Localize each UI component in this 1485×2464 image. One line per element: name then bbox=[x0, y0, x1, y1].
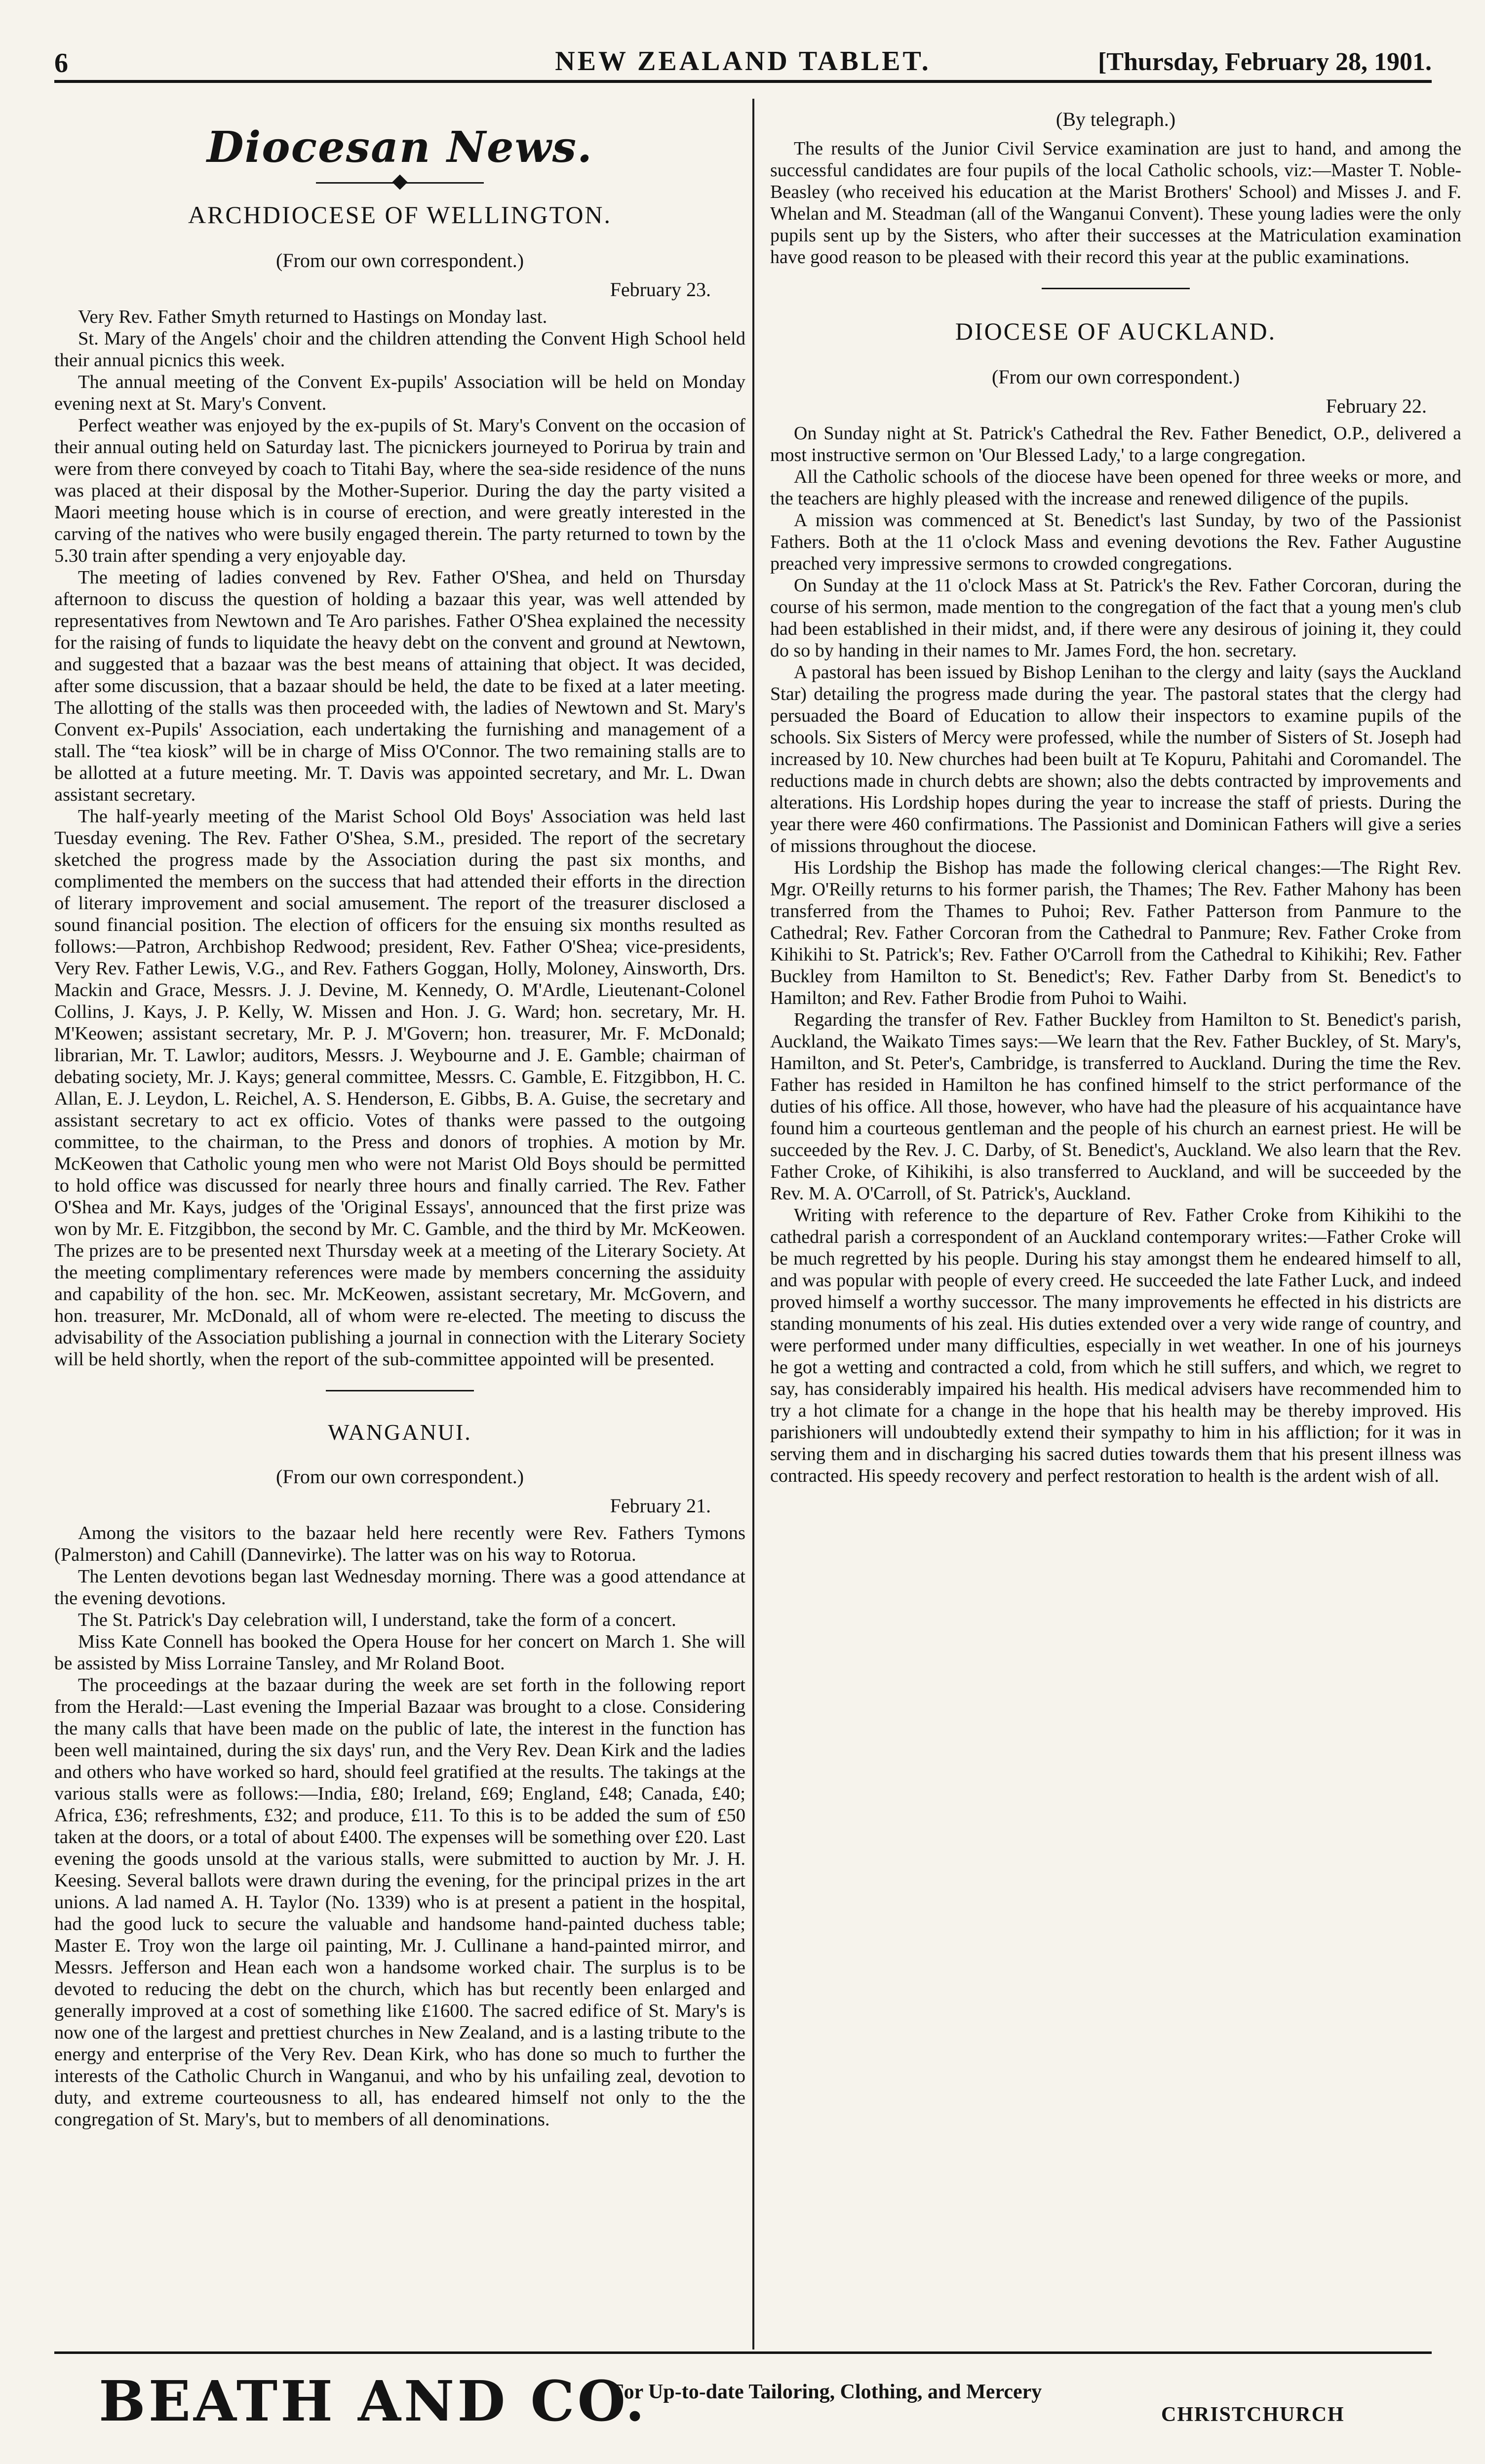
article-paragraph: Among the visitors to the bazaar held here recently were Rev. Fathers Tymons (Palmerston) and Cahill (Dannevirke). The latter was on his way to Rotorua. bbox=[54, 1523, 745, 1565]
article-paragraph: The meeting of ladies convened by Rev. Father O'Shea, and held on Thursday afternoon to discuss the question of holding a bazaar this year, was well attended by representatives from Newtown and Te Aro parishes. Father O'Shea explained the necessity for the raising of funds to liquidate the heavy debt on the convent and ground at Newtown, and suggested that a bazaar was the best means of attaining that object. It was decided, after some discussion, that a bazaar should be held, the date to be fixed at a later meeting. The allotting of the stalls was then proceeded with, the ladies of Newtown and St. Mary's Convent ex-Pupils' Association, each undertaking the furnishing and management of a stall. The “tea kiosk” will be in charge of Miss O'Connor. The two remaining stalls are to be allotted at a future meeting. Mr. T. Davis was appointed secretary, and Mr. L. Dwan assistant secretary. bbox=[54, 567, 745, 805]
left-column bbox=[54, 99, 745, 2349]
wanganui-date: February 21. bbox=[610, 1495, 711, 1517]
article-paragraph: The results of the Junior Civil Service examination are just to hand, and among the successful candidates are four pupils of the local Catholic schools, viz:—Master T. Noble-Beasley (who received his education at the Marist Brothers' School) and Misses J. and F. Whelan and M. Steadman (all of the Wanganui Convent). These young ladies were the only pupils sent up by the Sisters, who after their successes at the Matriculation examination have good reason to be pleased with their record this year at the public examinations. bbox=[770, 138, 1461, 268]
advert-tagline: For Up-to-date Tailoring, Clothing, and Mercery bbox=[611, 2381, 1042, 2403]
column-divider bbox=[752, 99, 754, 2349]
telegraph-label: (By telegraph.) bbox=[1055, 108, 1176, 130]
article-paragraph: On Sunday night at St. Patrick's Cathedral the Rev. Father Benedict, O.P., delivered a most instructive sermon on 'Our Blessed Lady,' to a large congregation. bbox=[770, 423, 1461, 465]
auckland-correspondent: (From our own correspondent.) bbox=[991, 366, 1240, 388]
article-paragraph: Regarding the transfer of Rev. Father Buckley from Hamilton to St. Benedict's parish, Auckland, the Waikato Times says:—We learn that the Rev. Father Buckley, of St. Mary's, Hamilton, and St. Peter's, Cambridge, is transferred to Auckland. During the time the Rev. Father has resided in Hamilton he has confined himself to the strict performance of the duties of his office. All those, however, who have had the pleasure of his acquaintance have found him a courteous gentleman and the people of his church an earnest priest. He will be succeeded by the Rev. J. C. Darby, of St. Benedict's, Auckland. We also learn that the Rev. Father Croke, of Kihikihi, is also transferred to Auckland, and will be succeeded by the Rev. M. A. O'Carroll, of St. Patrick's, Auckland. bbox=[770, 1009, 1461, 1204]
article-paragraph: The Lenten devotions began last Wednesday morning. There was a good attendance at the evening devotions. bbox=[54, 1566, 745, 1609]
page-number: 6 bbox=[54, 48, 68, 78]
advert-city: CHRISTCHURCH bbox=[1161, 2403, 1345, 2426]
ornament-rule bbox=[54, 174, 745, 192]
publication-title: NEW ZEALAND TABLET. bbox=[555, 46, 931, 77]
advert-company-name: BEATH AND CO. bbox=[99, 2369, 648, 2434]
wanganui-heading: WANGANUI. bbox=[328, 1420, 472, 1445]
article-paragraph: Miss Kate Connell has booked the Opera House for her concert on March 1. She will be assisted by Miss Lorraine Tansley, and Mr Roland Boot. bbox=[54, 1631, 745, 1674]
article-paragraph: Very Rev. Father Smyth returned to Hastings on Monday last. bbox=[78, 307, 547, 327]
wellington-correspondent: (From our own correspondent.) bbox=[275, 249, 524, 271]
article-paragraph: Perfect weather was enjoyed by the ex-pupils of St. Mary's Convent on the occasion of their annual outing held on Saturday last. The picnickers journeyed to Porirua by train and were from there conveyed by coach to Titahi Bay, where the sea-side residence of the nuns was placed at their disposal by the Mother-Superior. During the day the party visited a Maori meeting house which is in course of erection, and were greatly interested in the carving of the natives who were busily engaged therein. The party returned to town by the 5.30 train after spending a very enjoyable day. bbox=[54, 415, 745, 566]
article-paragraph: The St. Patrick's Day celebration will, I understand, take the form of a concert. bbox=[78, 1610, 676, 1630]
issue-date: [Thursday, February 28, 1901. bbox=[1097, 48, 1432, 76]
department-title: Diocesan News. bbox=[206, 122, 593, 172]
article-paragraph: On Sunday at the 11 o'clock Mass at St. Patrick's the Rev. Father Corcoran, during the course of his sermon, made mention to the congregation of the fact that a young men's club had been established in their midst, and, if there were any desirous of joining it, they could do so by handing in their names to Mr. James Ford, the hon. secretary. bbox=[770, 575, 1461, 661]
article-paragraph: Writing with reference to the departure of Rev. Father Croke from Kihikihi to the cathedral parish a correspondent of an Auckland contemporary writes:—Father Croke will be much regretted by his people. During his stay amongst them he endeared himself to all, and was popular with people of every creed. He succeeded the late Father Luck, and indeed proved himself a worthy successor. The many improvements he effected in his districts are standing monuments of his zeal. His duties extended over a very wide range of country, and were performed under many difficulties, especially in wet weather. In one of his journeys he got a wetting and contracted a cold, from which he still suffers, and which, we regret to say, has considerably impaired his health. His medical advisers have recommended him to try a hot climate for a change in the hope that his health may be thereby improved. His parishioners will undoubtedly extend their sympathy to him in his affliction; for it was in serving them and in discharging his sacred duties towards them that his present illness was contracted. His speedy recovery and perfect restoration to health is the ardent wish of all. bbox=[770, 1205, 1461, 1486]
section-rule bbox=[326, 1390, 474, 1391]
auckland-heading: DIOCESE OF AUCKLAND. bbox=[955, 317, 1277, 345]
article-paragraph: All the Catholic schools of the diocese have been opened for three weeks or more, and the teachers are highly pleased with the increase and renewed diligence of the pupils. bbox=[770, 466, 1461, 509]
article-paragraph: St. Mary of the Angels' choir and the children attending the Convent High School held their annual picnics this week. bbox=[54, 328, 745, 371]
section-rule bbox=[1042, 288, 1190, 289]
article-paragraph: The proceedings at the bazaar during the week are set forth in the following report from the Herald:—Last evening the Imperial Bazaar was brought to a close. Considering the many calls that have been made on the public of late, the interest in the function has been well maintained, during the six days' run, and the Very Rev. Dean Kirk and the ladies and others who have worked so hard, should feel gratified at the results. The takings at the various stalls were as follows:—India, £80; Ireland, £69; England, £48; Canada, £40; Africa, £36; refreshments, £32; and produce, £11. To this is to be added the sum of £50 taken at the doors, or a total of about £400. The expenses will be something over £20. Last evening the goods unsold at the various stalls, were submitted to auction by Mr. J. H. Keesing. Several ballots were drawn during the evening, for the principal prizes in the art unions. A lad named A. H. Taylor (No. 1339) who is at present a patient in the hospital, had the good luck to secure the valuable and handsome hand-painted duchess table; Master E. Troy won the large oil painting, Mr. J. Cullinane a hand-painted mirror, and Messrs. Jefferson and Hean each won a handsome worked chair. The surplus is to be devoted to reducing the debt on the church, which has but recently been enlarged and generally improved at a cost of something like £1600. The sacred edifice of St. Mary's is now one of the largest and prettiest churches in New Zealand, and is a lasting tribute to the energy and enterprise of the Very Rev. Dean Kirk, who has done so much to further the interests of the Catholic Church in Wanganui, and who by his unfailing zeal, devotion to duty, and extreme courteousness to all, has endeared himself not only to the the congregation of St. Mary's, but to members of all denominations. bbox=[54, 1675, 745, 2130]
article-paragraph: The half-yearly meeting of the Marist School Old Boys' Association was held last Tuesday evening. The Rev. Father O'Shea, S.M., presided. The report of the secretary sketched the progress made by the Association during the past six months, and complimented the members on the success that had attended their efforts in the direction of literary improvement and social amusement. The report of the treasurer disclosed a sound financial position. The election of officers for the ensuing six months resulted as follows:—Patron, Archbishop Redwood; president, Rev. Father O'Shea; vice-presidents, Very Rev. Father Lewis, V.G., and Rev. Fathers Goggan, Holly, Moloney, Ainsworth, Drs. Mackin and Grace, Messrs. J. J. Devine, M. Kennedy, O. M'Ardle, Lieutenant-Colonel Collins, J. Kays, J. P. Kelly, W. Missen and Hon. J. G. Ward; hon. secretary, Mr. H. M'Keowen; assistant secretary, Mr. P. J. M'Govern; hon. treasurer, Mr. F. McDonald; librarian, Mr. T. Lawlor; auditors, Messrs. J. Weybourne and J. E. Gamble; chairman of debating society, Mr. J. Kays; general committee, Messrs. C. Gamble, E. Fitzgibbon, H. C. Allan, E. J. Leydon, L. Reichel, A. S. Henderson, E. Gibbs, B. A. Guise, the secretary and assistant secretary to act ex officio. Votes of thanks were passed to the outgoing committee, to the chairman, to the Press and donors of trophies. A motion by Mr. McKeowen that Catholic young men who were not Marist Old Boys should be permitted to hold office was discussed for nearly three hours and finally carried. The Rev. Father O'Shea and Mr. Kays, judges of the 'Original Essays', announced that the first prize was won by Mr. E. Fitzgibbon, the second by Mr. C. Gamble, and the third by Mr. McKeowen. The prizes are to be presented next Thursday week at a meeting of the Literary Society. At the meeting complimentary references were made by members concerning the assiduity and capability of the hon. sec. Mr. McKeowen, assistant secretary, Mr. McGovern, and hon. treasurer, Mr. McDonald, all of whom were re-elected. The meeting to discuss the advisability of the Association publishing a journal in connection with the Literary Society will be held shortly, when the report of the sub-committee appointed will be presented. bbox=[54, 806, 745, 1370]
wellington-heading: ARCHDIOCESE OF WELLINGTON. bbox=[188, 201, 612, 229]
masthead-rule bbox=[54, 80, 1432, 83]
masthead bbox=[54, 38, 1432, 83]
wanganui-correspondent: (From our own correspondent.) bbox=[275, 1465, 524, 1488]
diamond-icon bbox=[392, 174, 407, 190]
article-paragraph: The annual meeting of the Convent Ex-pupils' Association will be held on Monday evening next at St. Mary's Convent. bbox=[54, 372, 745, 414]
auckland-date: February 22. bbox=[1326, 395, 1427, 417]
article-paragraph: His Lordship the Bishop has made the following clerical changes:—The Right Rev. Mgr. O'Reilly returns to his former parish, the Thames; The Rev. Father Mahony has been transferred from the Thames to Puhoi; Rev. Father Patterson from Panmure to the Cathedral; Rev. Father Corcoran from the Cathedral to Panmure; Rev. Father Croke from Kihikihi to St. Patrick's; Rev. Father O'Carroll from the Cathedral to Kihikihi; Rev. Father Buckley from Hamilton to St. Benedict's; Rev. Father Darby from St. Benedict's to Hamilton; and Rev. Father Brodie from Puhoi to Waihi. bbox=[770, 857, 1461, 1008]
wellington-date: February 23. bbox=[610, 278, 711, 301]
right-column bbox=[770, 99, 1461, 2349]
article-paragraph: A pastoral has been issued by Bishop Lenihan to the clergy and laity (says the Auckland Star) detailing the progress made during the year. The pastoral states that the clergy had persuaded the Board of Education to allow their inspectors to examine pupils of the schools. Six Sisters of Mercy were professed, while the number of Sisters of St. Joseph had increased by 10. New churches had been built at Te Kopuru, Pahitahi and Coromandel. The reductions made in church debts are shown; also the debts contracted by improvements and alterations. His Lordship hopes during the year to increase the staff of priests. During the year there were 460 confirmations. The Passionist and Dominican Fathers will give a series of missions throughout the diocese. bbox=[770, 662, 1461, 856]
advert-rule bbox=[54, 2351, 1432, 2354]
article-paragraph: A mission was commenced at St. Benedict's last Sunday, by two of the Passionist Fathers. Both at the 11 o'clock Mass and evening devotions the Rev. Father Augustine preached very impressive sermons to crowded congregations. bbox=[770, 510, 1461, 574]
